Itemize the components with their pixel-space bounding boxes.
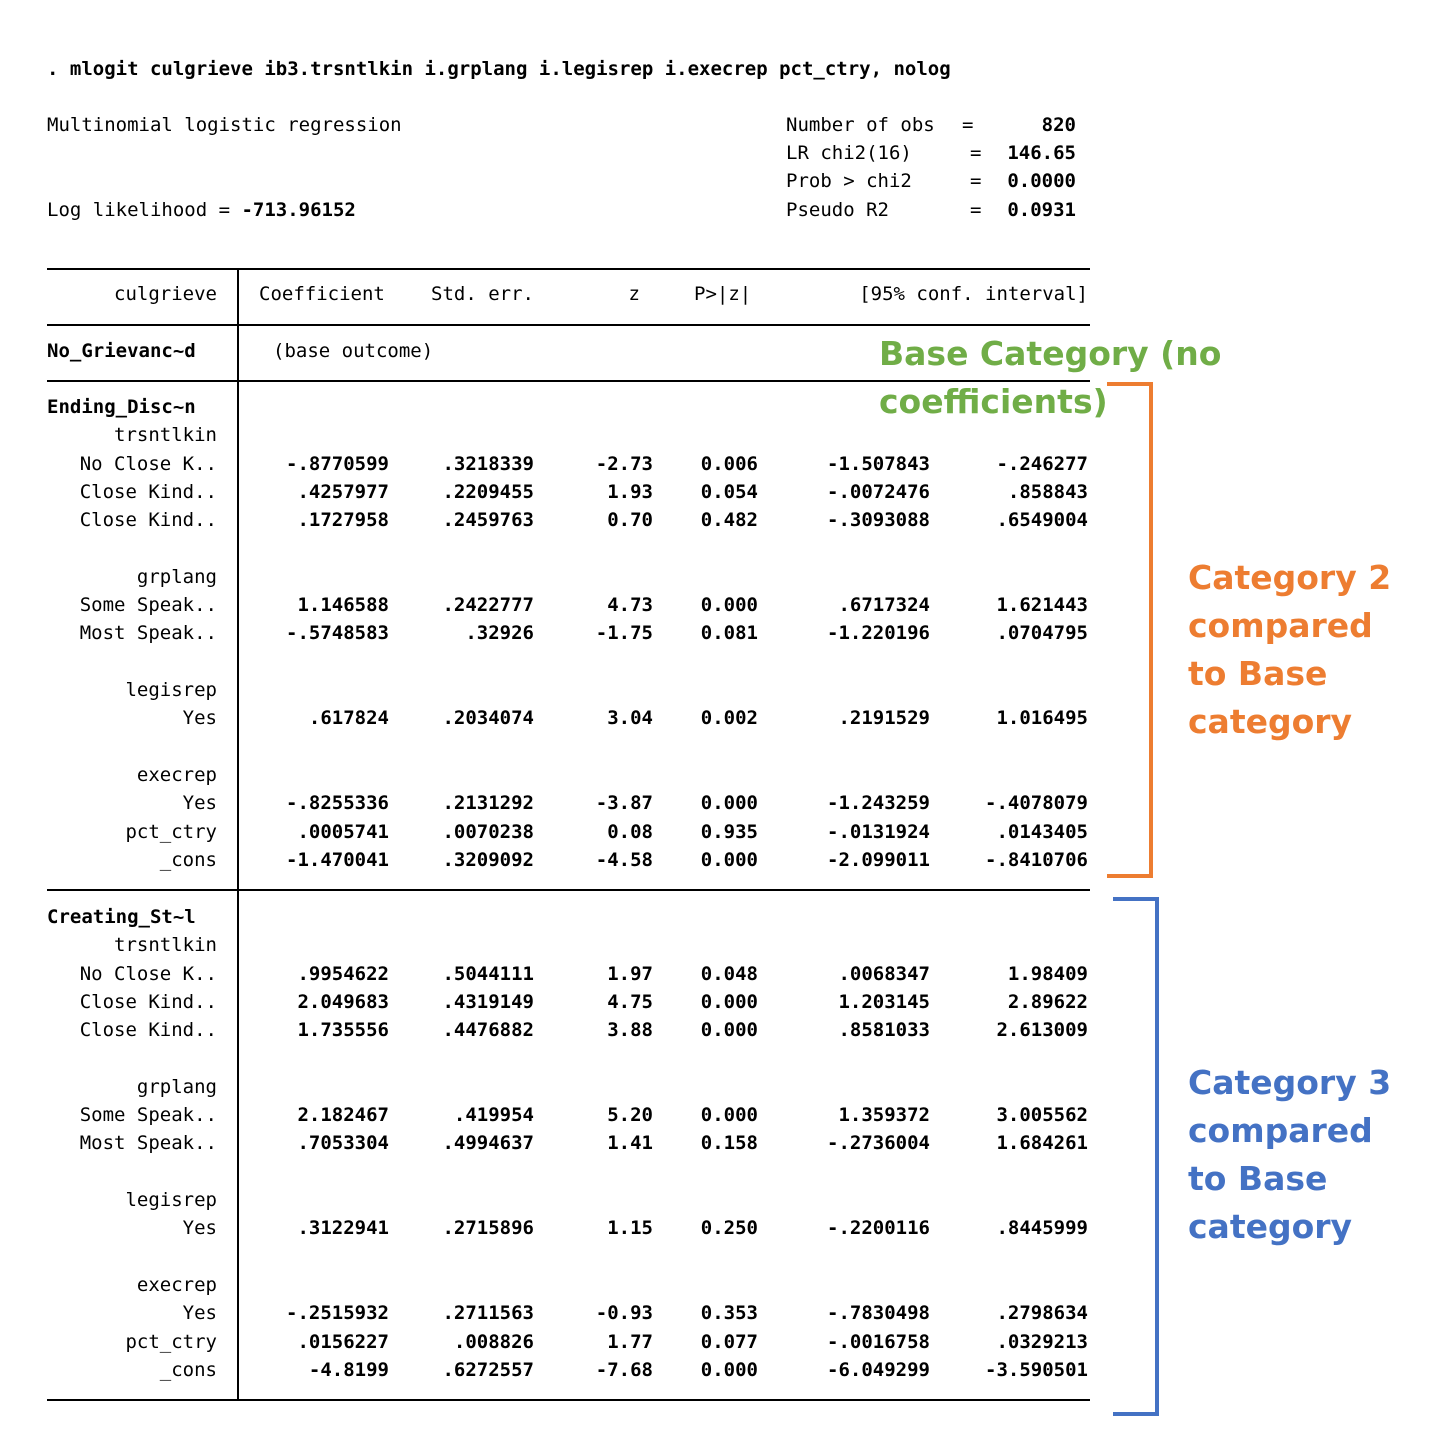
table-column-divider	[237, 268, 239, 1401]
category-2-annotation-line: category	[1188, 702, 1353, 741]
std-err-cell: .2209455	[442, 480, 534, 503]
stat-value: 820	[1041, 114, 1076, 136]
header-depvar: culgrieve	[114, 283, 217, 305]
variable-group-label: legisrep	[125, 679, 217, 701]
p-value-cell: 0.935	[700, 820, 758, 843]
table-top-rule	[47, 268, 1090, 270]
variable-label: pct_ctry	[125, 820, 217, 843]
variable-group-label: execrep	[136, 1273, 217, 1296]
ci-lower-cell: -.2200116	[827, 1217, 930, 1240]
p-value-cell: 0.000	[700, 792, 758, 815]
coefficient-cell: -.8770599	[286, 452, 389, 475]
ci-upper-cell: .0329213	[996, 1330, 1088, 1353]
category-3-annotation-line: category	[1188, 1207, 1353, 1246]
ci-upper-cell: .858843	[1007, 480, 1088, 503]
header-conf-interval: [95% conf. interval]	[859, 283, 1088, 305]
std-err-cell: .32926	[465, 622, 534, 645]
std-err-cell: .3218339	[442, 452, 534, 475]
coefficient-cell: .7053304	[297, 1132, 389, 1155]
category-3-bracket	[1113, 897, 1159, 1416]
stat-equals: =	[962, 114, 974, 136]
stat-equals: =	[970, 142, 982, 164]
ci-lower-cell: -.3093088	[827, 509, 930, 532]
stat-label: Number of obs	[786, 114, 935, 136]
ci-upper-cell: .6549004	[996, 509, 1088, 532]
variable-label: Close Kind..	[79, 990, 217, 1013]
ci-upper-cell: 2.89622	[1007, 990, 1088, 1013]
coefficient-cell: 2.049683	[297, 990, 389, 1013]
ci-lower-cell: -.0016758	[827, 1330, 930, 1353]
z-cell: 5.20	[607, 1104, 653, 1127]
coefficient-cell: .0005741	[297, 820, 389, 843]
variable-label: Yes	[182, 1302, 217, 1325]
std-err-cell: .2715896	[442, 1217, 534, 1240]
z-cell: 0.08	[607, 820, 653, 843]
category-3-annotation-line: Category 3	[1188, 1063, 1392, 1102]
stat-value: 0.0931	[1007, 199, 1076, 221]
ci-upper-cell: .0143405	[996, 820, 1088, 843]
variable-label: _cons	[159, 1358, 217, 1381]
variable-group-label: grplang	[136, 565, 217, 588]
std-err-cell: .5044111	[442, 962, 534, 985]
std-err-cell: .4994637	[442, 1132, 534, 1155]
p-value-cell: 0.000	[700, 594, 758, 617]
variable-label: Yes	[182, 707, 217, 730]
base-outcome-note: (base outcome)	[273, 340, 434, 362]
ci-upper-cell: .0704795	[996, 622, 1088, 645]
variable-label: Most Speak..	[79, 1132, 217, 1155]
stat-label: Pseudo R2	[786, 199, 889, 221]
ci-lower-cell: -.0131924	[827, 820, 930, 843]
ci-lower-cell: .0068347	[838, 962, 930, 985]
z-cell: -4.58	[595, 848, 653, 871]
std-err-cell: .008826	[453, 1330, 534, 1353]
coefficient-cell: .3122941	[297, 1217, 389, 1240]
p-value-cell: 0.054	[700, 480, 758, 503]
std-err-cell: .2459763	[442, 509, 534, 532]
variable-label: _cons	[159, 848, 217, 871]
coefficient-cell: .617824	[308, 707, 389, 730]
ci-lower-cell: 1.359372	[838, 1104, 930, 1127]
coefficient-cell: .0156227	[297, 1330, 389, 1353]
coefficient-cell: 1.146588	[297, 594, 389, 617]
ci-lower-cell: -.2736004	[827, 1132, 930, 1155]
coefficient-cell: -4.8199	[308, 1358, 389, 1381]
ci-lower-cell: -.7830498	[827, 1302, 930, 1325]
ci-upper-cell: -.246277	[996, 452, 1088, 475]
ci-upper-cell: -.8410706	[985, 848, 1088, 871]
p-value-cell: 0.000	[700, 1019, 758, 1042]
z-cell: 0.70	[607, 509, 653, 532]
p-value-cell: 0.000	[700, 848, 758, 871]
ci-lower-cell: -1.507843	[827, 452, 930, 475]
ci-lower-cell: .6717324	[838, 594, 930, 617]
ci-upper-cell: 1.98409	[1007, 962, 1088, 985]
header-std-err: Std. err.	[431, 283, 534, 305]
std-err-cell: .2034074	[442, 707, 534, 730]
z-cell: -2.73	[595, 452, 653, 475]
ci-upper-cell: -3.590501	[985, 1358, 1088, 1381]
z-cell: -3.87	[595, 792, 653, 815]
ci-upper-cell: 1.621443	[996, 594, 1088, 617]
ci-lower-cell: -6.049299	[827, 1358, 930, 1381]
variable-label: No Close K..	[79, 962, 217, 985]
category-2-annotation-line: Category 2	[1188, 558, 1392, 597]
p-value-cell: 0.000	[700, 990, 758, 1013]
z-cell: 1.97	[607, 962, 653, 985]
coefficient-cell: -.2515932	[286, 1302, 389, 1325]
std-err-cell: .2711563	[442, 1302, 534, 1325]
stat-value: 0.0000	[1007, 170, 1076, 192]
std-err-cell: .4476882	[442, 1019, 534, 1042]
log-likelihood	[47, 199, 356, 221]
model-title: Multinomial logistic regression	[47, 114, 402, 136]
header-coefficient: Coefficient	[259, 283, 385, 305]
ci-upper-cell: 2.613009	[996, 1019, 1088, 1042]
z-cell: 4.73	[607, 594, 653, 617]
stat-equals: =	[970, 170, 982, 192]
ci-lower-cell: .2191529	[838, 707, 930, 730]
category-2-bracket	[1107, 382, 1153, 878]
category-name: Ending_Disc~n	[47, 396, 196, 418]
ci-upper-cell: 1.684261	[996, 1132, 1088, 1155]
variable-group-label: legisrep	[125, 1189, 217, 1211]
ci-upper-cell: -.4078079	[985, 792, 1088, 815]
p-value-cell: 0.250	[700, 1217, 758, 1240]
ci-lower-cell: 1.203145	[838, 990, 930, 1013]
category-2-annotation	[1188, 554, 1391, 746]
base-outcome-name: No_Grievanc~d	[47, 340, 196, 362]
std-err-cell: .419954	[453, 1104, 534, 1127]
stat-label: LR chi2(16)	[786, 142, 912, 164]
category-2-annotation-line: to Base	[1188, 654, 1328, 693]
stat-value: 146.65	[1007, 142, 1076, 164]
variable-label: Yes	[182, 792, 217, 815]
p-value-cell: 0.048	[700, 962, 758, 985]
std-err-cell: .2422777	[442, 594, 534, 617]
z-cell: -7.68	[595, 1358, 653, 1381]
std-err-cell: .3209092	[442, 848, 534, 871]
coefficient-cell: -.8255336	[286, 792, 389, 815]
p-value-cell: 0.000	[700, 1104, 758, 1127]
z-cell: -1.75	[595, 622, 653, 645]
p-value-cell: 0.002	[700, 707, 758, 730]
variable-label: pct_ctry	[125, 1330, 217, 1353]
header-rule	[47, 324, 1090, 326]
variable-group-label: trsntlkin	[114, 934, 217, 957]
coefficient-cell: 1.735556	[297, 1019, 389, 1042]
header-p-value: P>|z|	[694, 283, 752, 305]
coefficient-cell: .1727958	[297, 509, 389, 532]
variable-label: Some Speak..	[79, 1104, 217, 1127]
variable-label: No Close K..	[79, 452, 217, 475]
coefficient-cell: .9954622	[297, 962, 389, 985]
z-cell: 1.15	[607, 1217, 653, 1240]
coefficient-cell: -1.470041	[286, 848, 389, 871]
coefficient-cell: -.5748583	[286, 622, 389, 645]
z-cell: 1.93	[607, 480, 653, 503]
z-cell: 3.88	[607, 1019, 653, 1042]
std-err-cell: .6272557	[442, 1358, 534, 1381]
ci-lower-cell: -2.099011	[827, 848, 930, 871]
ci-lower-cell: .8581033	[838, 1019, 930, 1042]
category-rule	[47, 889, 1090, 891]
z-cell: -0.93	[595, 1302, 653, 1325]
std-err-cell: .2131292	[442, 792, 534, 815]
variable-group-label: grplang	[136, 1075, 217, 1098]
ci-lower-cell: -.0072476	[827, 480, 930, 503]
z-cell: 1.41	[607, 1132, 653, 1155]
ci-upper-cell: 1.016495	[996, 707, 1088, 730]
stat-label: Prob > chi2	[786, 170, 912, 192]
variable-label: Close Kind..	[79, 509, 217, 532]
category-3-annotation-line: to Base	[1188, 1159, 1328, 1198]
category-3-annotation	[1188, 1059, 1391, 1251]
variable-label: Close Kind..	[79, 480, 217, 503]
std-err-cell: .0070238	[442, 820, 534, 843]
variable-group-label: trsntlkin	[114, 424, 217, 447]
variable-group-label: execrep	[136, 763, 217, 786]
z-cell: 3.04	[607, 707, 653, 730]
variable-label: Some Speak..	[79, 594, 217, 617]
header-z: z	[628, 283, 640, 305]
category-3-annotation-line: compared	[1188, 1111, 1373, 1150]
ci-upper-cell: .8445999	[996, 1217, 1088, 1240]
std-err-cell: .4319149	[442, 990, 534, 1013]
z-cell: 1.77	[607, 1330, 653, 1353]
p-value-cell: 0.077	[700, 1330, 758, 1353]
variable-label: Most Speak..	[79, 622, 217, 645]
p-value-cell: 0.353	[700, 1302, 758, 1325]
ci-lower-cell: -1.220196	[827, 622, 930, 645]
ci-lower-cell: -1.243259	[827, 792, 930, 815]
base-category-annotation: Base Category (no coefficients)	[879, 334, 1222, 421]
category-name: Creating_St~l	[47, 906, 196, 928]
command-line: . mlogit culgrieve ib3.trsntlkin i.grplang i.legisrep i.execrep pct_ctry, nolog	[47, 58, 951, 80]
variable-label: Close Kind..	[79, 1019, 217, 1042]
stat-equals: =	[970, 199, 982, 221]
coefficient-cell: .4257977	[297, 480, 389, 503]
ci-upper-cell: 3.005562	[996, 1104, 1088, 1127]
p-value-cell: 0.482	[700, 509, 758, 532]
category-2-annotation-line: compared	[1188, 606, 1373, 645]
ci-upper-cell: .2798634	[996, 1302, 1088, 1325]
log-likelihood-label: Log likelihood =	[47, 199, 242, 221]
table-bottom-rule	[47, 1399, 1090, 1401]
p-value-cell: 0.158	[700, 1132, 758, 1155]
coefficient-cell: 2.182467	[297, 1104, 389, 1127]
p-value-cell: 0.006	[700, 452, 758, 475]
p-value-cell: 0.081	[700, 622, 758, 645]
p-value-cell: 0.000	[700, 1358, 758, 1381]
log-likelihood-value: -713.96152	[241, 199, 356, 221]
variable-label: Yes	[182, 1217, 217, 1240]
z-cell: 4.75	[607, 990, 653, 1013]
